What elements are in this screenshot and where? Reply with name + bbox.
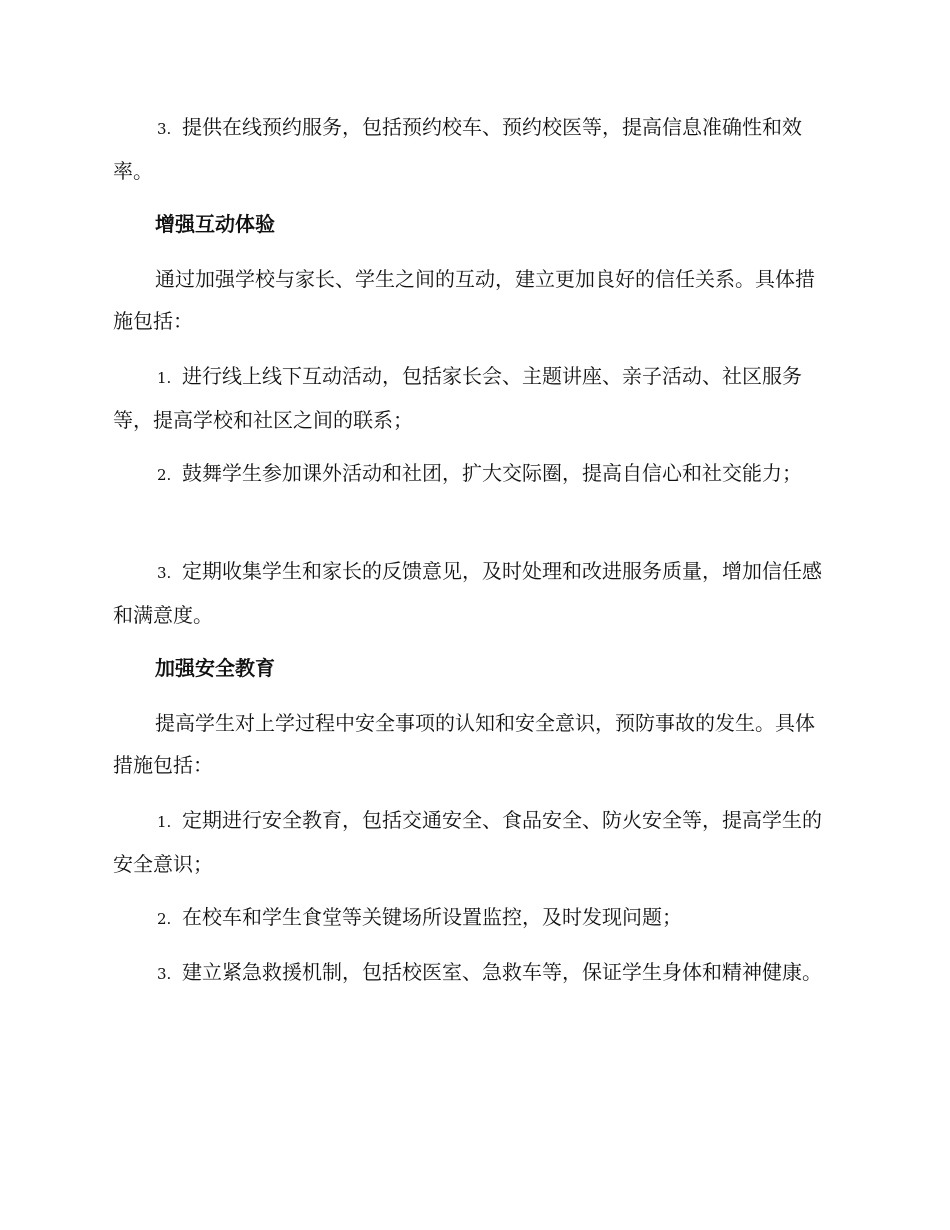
list-number: 2. — [157, 466, 172, 484]
list-number: 3. — [157, 564, 172, 582]
list-item — [113, 896, 833, 940]
list-text: 进行线上线下互动活动，包括家长会、主题讲座、亲子活动、社区服务等，提高学校和社区之间的联系； — [113, 364, 802, 432]
section-intro: 提高学生对上学过程中安全事项的认知和安全意识，预防事故的发生。具体措施包括： — [113, 711, 815, 777]
list-item — [113, 951, 833, 995]
list-item — [113, 550, 833, 636]
list-number: 2. — [157, 910, 172, 928]
list-item — [113, 799, 833, 885]
section-heading: 增强互动体验 — [155, 212, 275, 236]
list-number: 1. — [157, 813, 172, 831]
list-text: 建立紧急救援机制，包括校医室、急救车等，保证学生身体和精神健康。 — [182, 960, 822, 984]
section-intro: 通过加强学校与家长、学生之间的互动，建立更加良好的信任关系。具体措施包括： — [113, 267, 815, 333]
list-text: 定期收集学生和家长的反馈意见，及时处理和改进服务质量，增加信任感和满意度。 — [113, 559, 822, 627]
list-number: 1. — [157, 369, 172, 387]
list-number: 3. — [157, 120, 172, 138]
list-item — [113, 106, 833, 192]
list-text: 鼓舞学生参加课外活动和社团，扩大交际圈，提高自信心和社交能力； — [182, 461, 802, 485]
list-item — [113, 355, 833, 441]
section-heading: 加强安全教育 — [155, 656, 275, 680]
list-text: 在校车和学生食堂等关键场所设置监控，及时发现问题； — [182, 905, 682, 929]
list-number: 3. — [157, 965, 172, 983]
list-item — [113, 452, 833, 496]
list-text: 提供在线预约服务，包括预约校车、预约校医等，提高信息准确性和效率。 — [113, 115, 802, 183]
list-text: 定期进行安全教育，包括交通安全、食品安全、防火安全等，提高学生的安全意识； — [113, 808, 822, 876]
